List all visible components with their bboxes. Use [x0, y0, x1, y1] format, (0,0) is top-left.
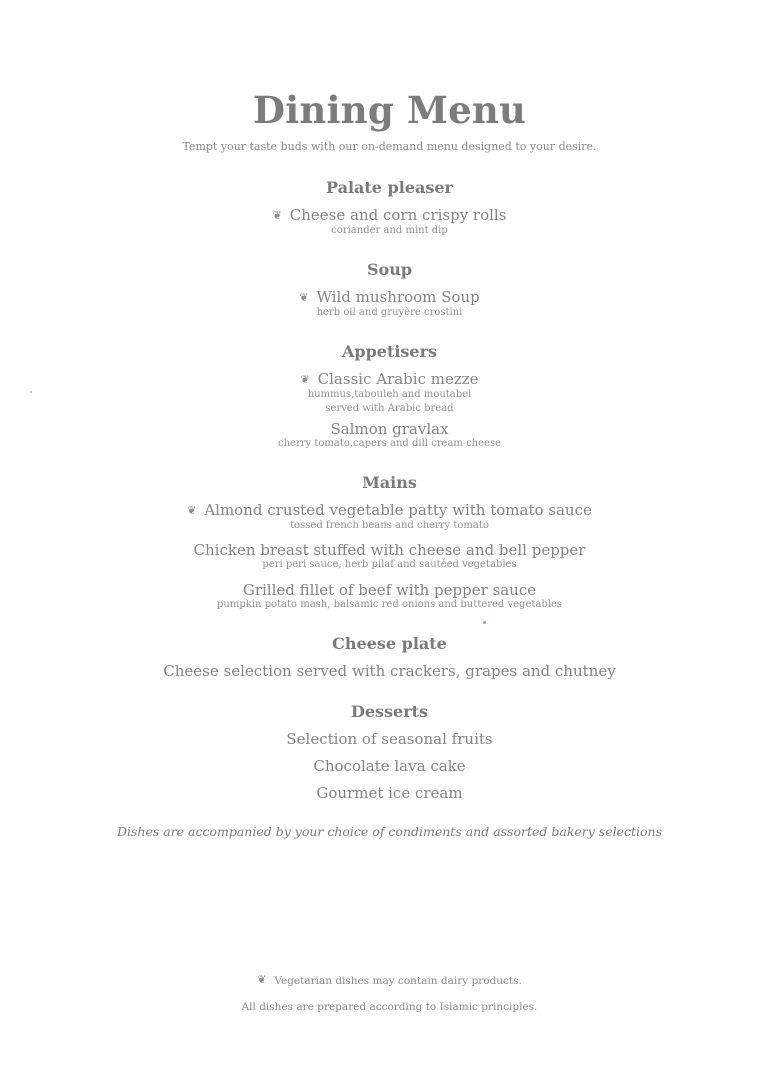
menu-item: [0, 207, 779, 237]
menu-item: [0, 371, 779, 415]
dish-description: tossed french beans and cherry tomato: [290, 520, 489, 531]
section-title-palate-pleaser: Palate pleaser: [326, 178, 453, 197]
dish-name: Wild mushroom Soup: [316, 288, 480, 306]
leaf-icon: ❦: [272, 209, 282, 222]
dish-name: Chicken breast stuffed with cheese and bell pepper: [193, 541, 586, 559]
dish-description: peri peri sauce, herb pilaf and sautéed vegetables: [262, 559, 517, 570]
page-title: Dining Menu: [252, 88, 527, 132]
dish-description: herb oil and gruyère crostini: [316, 307, 463, 318]
scan-speck: [483, 621, 486, 624]
menu-item: [0, 421, 779, 450]
menu-item: [0, 582, 779, 611]
dish-name: Cheese selection served with crackers, grapes and chutney: [163, 662, 616, 680]
dish-name: Gourmet ice cream: [316, 784, 463, 802]
vegetarian-note-text: Vegetarian dishes may contain dairy products.: [274, 975, 522, 987]
dish-description: hummus,tabouleh and moutabel: [307, 389, 472, 400]
dish-name: Grilled fillet of beef with pepper sauce: [242, 581, 537, 599]
islamic-note: All dishes are prepared according to Islamic principles.: [241, 1001, 538, 1013]
leaf-icon: ❦: [300, 373, 310, 386]
accompaniment-note: Dishes are accompanied by your choice of condiments and assorted bakery selections: [116, 824, 663, 839]
section-title-cheese-plate: Cheese plate: [332, 634, 447, 653]
section-title-mains: Mains: [362, 473, 417, 492]
dish-description: cherry tomato,capers and dill cream cheese: [277, 438, 502, 449]
section-title-desserts: Desserts: [350, 702, 429, 721]
page-subtitle: Tempt your taste buds with our on-demand menu designed to your desire.: [182, 140, 597, 153]
menu-item: [0, 502, 779, 532]
menu-item: [0, 289, 779, 319]
dish-name: Selection of seasonal fruits: [286, 730, 493, 748]
dish-description: pumpkin potato mash, balsamic red onions and buttered vegetables: [217, 599, 562, 610]
scan-speck: [30, 391, 32, 393]
leaf-icon: ❦: [187, 504, 197, 517]
dish-name: Chocolate lava cake: [313, 757, 466, 775]
dish-name: Almond crusted vegetable patty with tomato sauce: [204, 501, 592, 519]
section-title-appetisers: Appetisers: [341, 342, 438, 361]
menu-item: [0, 542, 779, 571]
leaf-icon: ❦: [299, 291, 309, 304]
leaf-icon: ❦: [257, 973, 267, 986]
vegetarian-note: [0, 974, 779, 987]
dish-name: Classic Arabic mezze: [317, 370, 479, 388]
dish-description-line2: served with Arabic bread: [325, 403, 454, 414]
dish-name: Cheese and corn crispy rolls: [289, 206, 507, 224]
dish-description: coriander and mint dip: [331, 225, 448, 236]
section-title-soup: Soup: [366, 260, 413, 279]
dish-name: Salmon gravlax: [330, 420, 449, 438]
